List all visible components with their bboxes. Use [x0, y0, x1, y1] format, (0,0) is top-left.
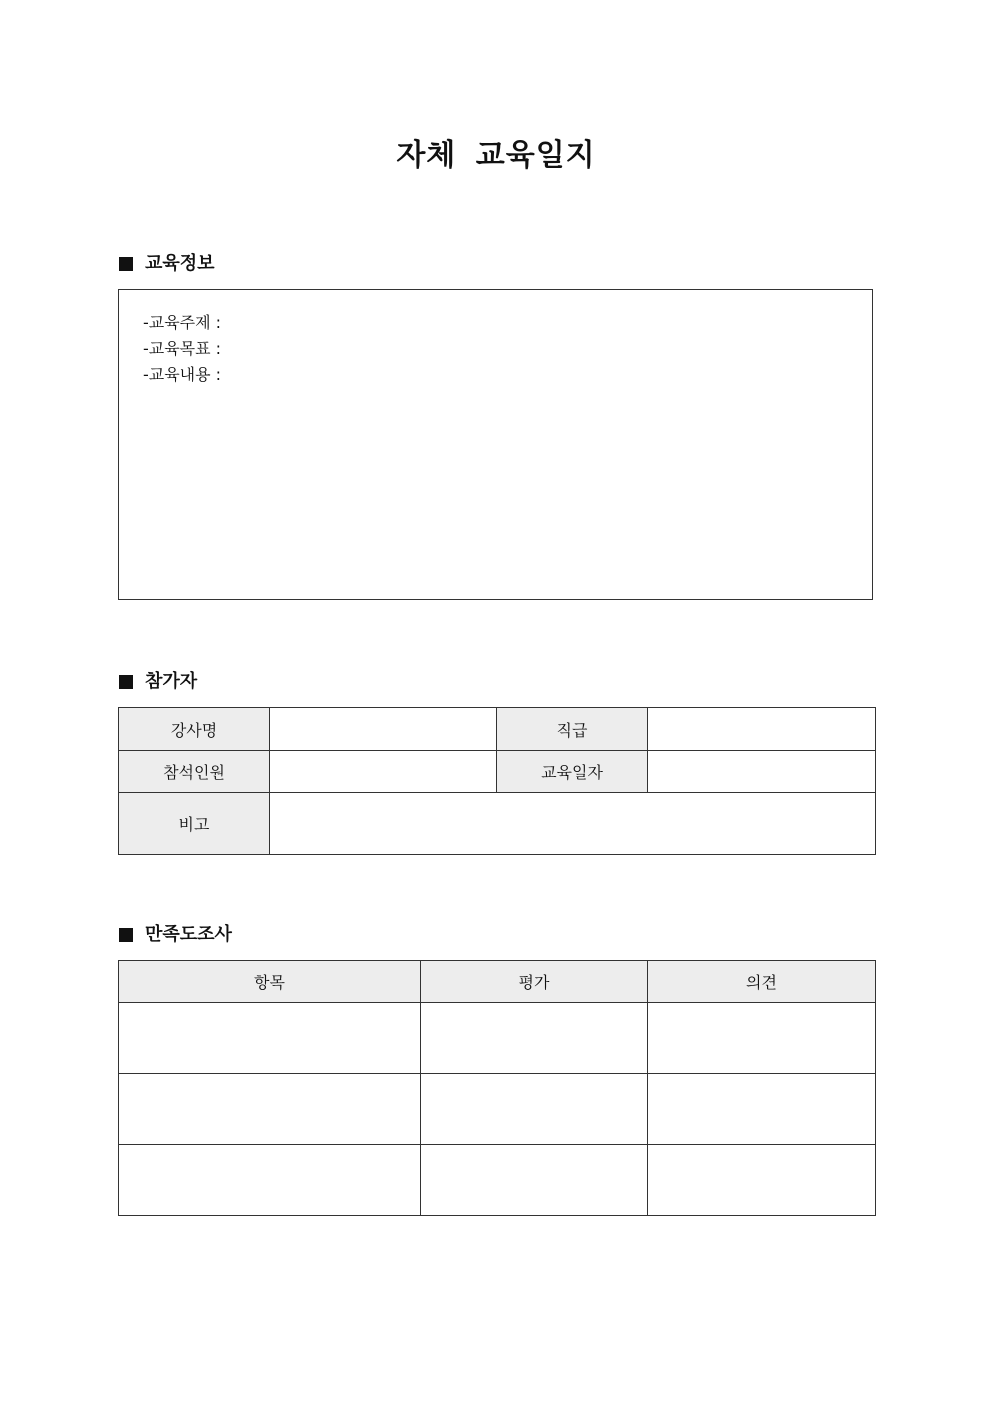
square-bullet-icon	[119, 257, 133, 271]
opinion-cell[interactable]	[648, 1074, 876, 1145]
section-heading-satisfaction	[119, 923, 232, 947]
rating-cell[interactable]	[421, 1074, 648, 1145]
remarks-field[interactable]	[270, 793, 876, 855]
position-field[interactable]	[648, 708, 876, 751]
section-heading-participants	[119, 670, 197, 694]
remarks-label: 비고	[119, 793, 270, 855]
opinion-cell[interactable]	[648, 1145, 876, 1216]
table-row	[119, 1003, 876, 1074]
opinion-cell[interactable]	[648, 1003, 876, 1074]
section-heading-education-info	[119, 252, 215, 276]
table-row	[119, 1074, 876, 1145]
attendees-label: 참석인원	[119, 751, 270, 793]
square-bullet-icon	[119, 928, 133, 942]
column-header-rating: 평가	[421, 961, 648, 1003]
column-header-opinion: 의견	[648, 961, 876, 1003]
column-header-item: 항목	[119, 961, 421, 1003]
table-row	[119, 1145, 876, 1216]
table-row	[119, 708, 876, 751]
instructor-field[interactable]	[270, 708, 497, 751]
table-row	[119, 751, 876, 793]
section-heading-label: 참가자	[145, 671, 198, 692]
section-heading-label: 만족도조사	[145, 924, 232, 945]
participants-table	[118, 707, 876, 855]
table-header-row	[119, 961, 876, 1003]
rating-cell[interactable]	[421, 1003, 648, 1074]
education-info-box[interactable]	[118, 289, 873, 600]
item-cell[interactable]	[119, 1074, 421, 1145]
position-label: 직급	[497, 708, 648, 751]
instructor-label: 강사명	[119, 708, 270, 751]
date-field[interactable]	[648, 751, 876, 793]
attendees-field[interactable]	[270, 751, 497, 793]
page-title: 자체 교육일지	[396, 138, 596, 173]
square-bullet-icon	[119, 675, 133, 689]
date-label: 교육일자	[497, 751, 648, 793]
education-content-line: -교육내용 :	[143, 365, 222, 384]
education-topic-line: -교육주제 :	[143, 313, 222, 332]
rating-cell[interactable]	[421, 1145, 648, 1216]
item-cell[interactable]	[119, 1145, 421, 1216]
table-row	[119, 793, 876, 855]
section-heading-label: 교육정보	[145, 253, 215, 274]
item-cell[interactable]	[119, 1003, 421, 1074]
education-goal-line: -교육목표 :	[143, 339, 222, 358]
satisfaction-table	[118, 960, 876, 1216]
